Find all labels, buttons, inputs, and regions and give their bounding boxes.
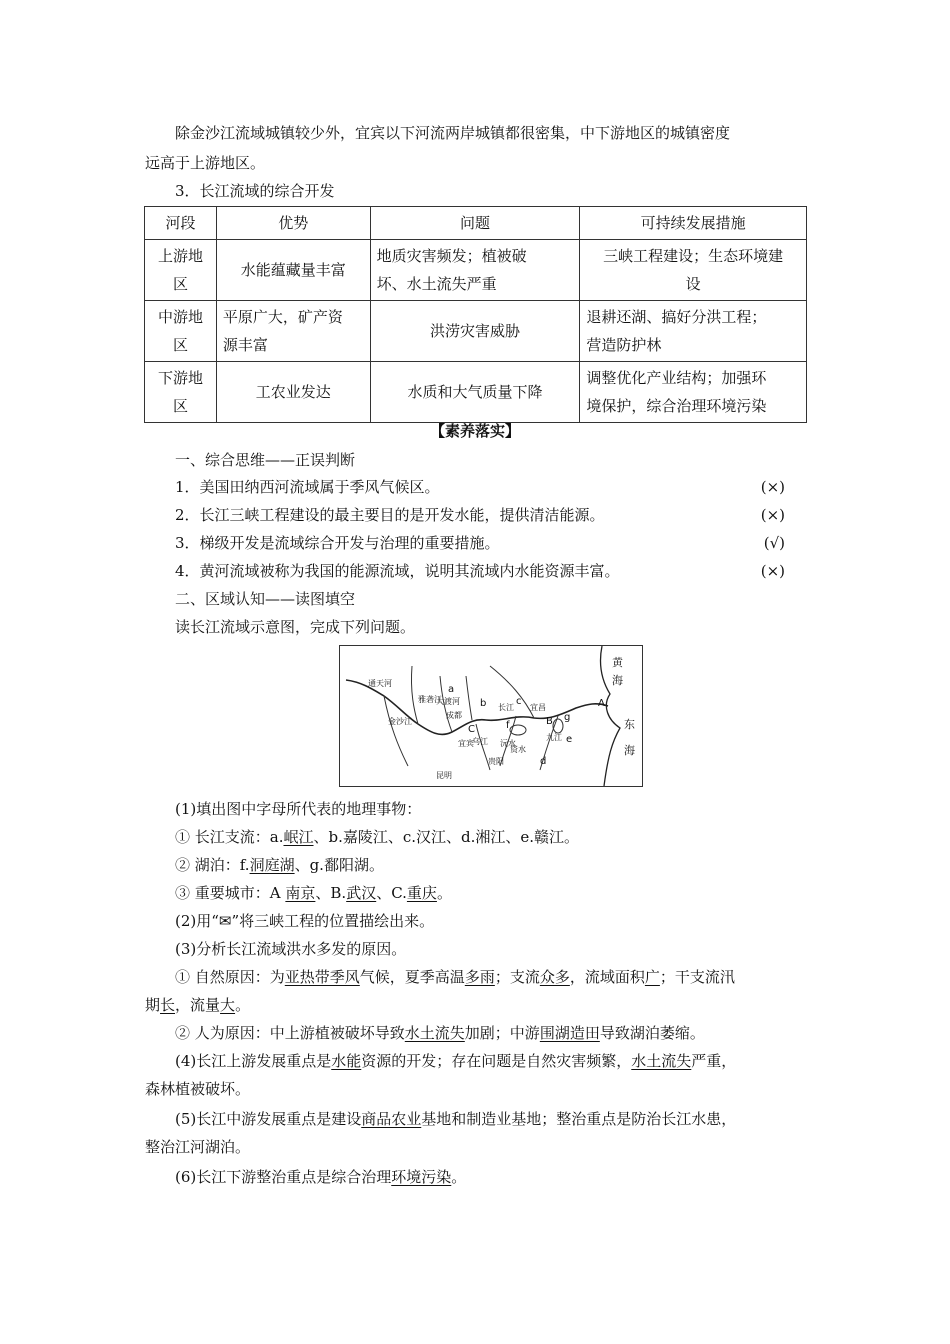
svg-text:金沙江: 金沙江 bbox=[388, 717, 412, 726]
measure-cell: 退耕还湖、搞好分洪工程； 营造防护林 bbox=[580, 301, 807, 362]
advantage-cell: 平原广大，矿产资 源丰富 bbox=[216, 301, 370, 362]
section-3-title: 3．长江流域的综合开发 bbox=[175, 182, 335, 200]
problem-cell: 洪涝灾害威胁 bbox=[370, 301, 580, 362]
segment-cell: 中游地 区 bbox=[145, 301, 217, 362]
table-row bbox=[145, 362, 807, 423]
answer-blank: 多雨 bbox=[464, 968, 495, 986]
development-table bbox=[144, 206, 807, 423]
svg-text:c: c bbox=[516, 696, 522, 707]
svg-text:宜昌: 宜昌 bbox=[530, 703, 546, 712]
judgement-mark: (×) bbox=[760, 506, 785, 524]
q6: (6)长江下游整治重点是综合治理环境污染。 bbox=[175, 1168, 467, 1186]
table-header: 河段 bbox=[145, 207, 217, 240]
answer-blank: 环境污染 bbox=[391, 1168, 452, 1186]
svg-text:C: C bbox=[468, 724, 475, 735]
yangtze-basin-map bbox=[339, 645, 643, 787]
advantage-cell: 水能蕴藏量丰富 bbox=[216, 240, 370, 301]
judgement-mark: (√) bbox=[763, 534, 785, 552]
answer-blank: 水土流失 bbox=[631, 1052, 692, 1070]
answer-blank: 众多 bbox=[539, 968, 570, 986]
judgement-item: 4．黄河流域被称为我国的能源流域，说明其流域内水能资源丰富。 (×) bbox=[175, 557, 785, 585]
intro-line-1: 除金沙江流域城镇较少外，宜宾以下河流两岸城镇都很密集，中下游地区的城镇密度 bbox=[175, 124, 731, 142]
answer-blank: 武汉 bbox=[346, 884, 377, 902]
svg-text:长江: 长江 bbox=[498, 703, 514, 712]
svg-text:乌江: 乌江 bbox=[472, 737, 488, 746]
svg-text:通天河: 通天河 bbox=[368, 679, 392, 688]
answer-blank: 南京 bbox=[285, 884, 316, 902]
q5: (5)长江中游发展重点是建设商品农业基地和制造业基地；整治重点是防治长江水患， bbox=[175, 1110, 737, 1128]
intro-line-2: 远高于上游地区。 bbox=[145, 154, 266, 172]
svg-text:f: f bbox=[506, 720, 510, 731]
table-header: 可持续发展措施 bbox=[580, 207, 807, 240]
svg-text:A: A bbox=[598, 698, 605, 709]
judgement-mark: (×) bbox=[760, 478, 785, 496]
q5-cont: 整治江河湖泊。 bbox=[145, 1138, 251, 1156]
answer-blank: 水土流失 bbox=[404, 1024, 465, 1042]
measure-cell: 调整优化产业结构；加强环 境保护，综合治理环境污染 bbox=[580, 362, 807, 423]
svg-text:雅砻江: 雅砻江 bbox=[418, 695, 442, 704]
svg-text:海: 海 bbox=[624, 744, 635, 757]
svg-text:资水: 资水 bbox=[510, 745, 526, 754]
svg-text:黄: 黄 bbox=[612, 656, 623, 669]
table-row bbox=[145, 240, 807, 301]
answer-blank: 广 bbox=[644, 968, 660, 986]
part-1-title: 一、综合思维——正误判断 bbox=[175, 451, 356, 469]
svg-text:b: b bbox=[480, 698, 487, 709]
answer-blank: 岷江 bbox=[283, 828, 314, 846]
svg-text:d: d bbox=[540, 756, 547, 767]
part-2-title: 二、区域认知——读图填空 bbox=[175, 590, 356, 608]
svg-text:昆明: 昆明 bbox=[436, 771, 452, 780]
practice-heading: 【素养落实】 bbox=[429, 422, 520, 440]
q1-lakes: ② 湖泊：f.洞庭湖、g.鄱阳湖。 bbox=[175, 856, 384, 874]
answer-blank: 大 bbox=[220, 996, 236, 1014]
svg-text:a: a bbox=[448, 684, 455, 695]
svg-text:贵阳: 贵阳 bbox=[488, 757, 504, 766]
segment-cell: 下游地 区 bbox=[145, 362, 217, 423]
answer-blank: 围湖造田 bbox=[539, 1024, 600, 1042]
q1-title: (1)填出图中字母所代表的地理事物： bbox=[175, 800, 422, 818]
answer-blank: 水能 bbox=[331, 1052, 362, 1070]
answer-blank: 重庆 bbox=[406, 884, 437, 902]
judgement-mark: (×) bbox=[760, 562, 785, 580]
read-map-instruction: 读长江流域示意图，完成下列问题。 bbox=[175, 618, 416, 636]
q4-cont: 森林植被破坏。 bbox=[145, 1080, 251, 1098]
table-header: 问题 bbox=[370, 207, 580, 240]
advantage-cell: 工农业发达 bbox=[216, 362, 370, 423]
q2: (2)用“✉”将三峡工程的位置描绘出来。 bbox=[175, 912, 435, 930]
svg-text:沅水: 沅水 bbox=[500, 739, 516, 748]
q3-human-causes: ② 人为原因：中上游植被破坏导致水土流失加剧；中游围湖造田导致湖泊萎缩。 bbox=[175, 1024, 705, 1042]
problem-cell: 水质和大气质量下降 bbox=[370, 362, 580, 423]
svg-text:海: 海 bbox=[612, 674, 623, 687]
segment-cell: 上游地 区 bbox=[145, 240, 217, 301]
svg-text:e: e bbox=[566, 734, 573, 745]
svg-text:东: 东 bbox=[624, 718, 635, 731]
q4: (4)长江上游发展重点是水能资源的开发；存在问题是自然灾害频繁，水土流失严重， bbox=[175, 1052, 737, 1070]
svg-text:B: B bbox=[546, 716, 553, 727]
table-row bbox=[145, 301, 807, 362]
judgement-item: 3．梯级开发是流域综合开发与治理的重要措施。 (√) bbox=[175, 529, 785, 557]
problem-cell: 地质灾害频发；植被破 坏、水土流失严重 bbox=[370, 240, 580, 301]
judgement-item: 1．美国田纳西河流域属于季风气候区。 (×) bbox=[175, 473, 785, 501]
svg-text:g: g bbox=[564, 712, 571, 723]
judgement-item: 2．长江三峡工程建设的最主要目的是开发水能，提供清洁能源。 (×) bbox=[175, 501, 785, 529]
svg-text:大渡河: 大渡河 bbox=[436, 697, 460, 706]
q1-tributaries: ① 长江支流：a.岷江、b.嘉陵江、c.汉江、d.湘江、e.赣江。 bbox=[175, 828, 580, 846]
svg-text:成都: 成都 bbox=[446, 711, 462, 720]
answer-blank: 商品农业 bbox=[361, 1110, 422, 1128]
answer-blank: 长 bbox=[160, 996, 176, 1014]
svg-text:宜宾: 宜宾 bbox=[458, 739, 474, 748]
answer-blank: 亚热带季风 bbox=[284, 968, 360, 986]
jialing-river bbox=[466, 676, 472, 720]
answer-blank: 洞庭湖 bbox=[249, 856, 295, 874]
q3-title: (3)分析长江流域洪水多发的原因。 bbox=[175, 940, 407, 958]
q3-natural-causes: ① 自然原因：为亚热带季风气候，夏季高温多雨；支流众多，流域面积广；干支流汛 bbox=[175, 968, 735, 986]
q1-cities: ③ 重要城市：A 南京、B.武汉、C.重庆。 bbox=[175, 884, 452, 902]
svg-text:九江: 九江 bbox=[546, 733, 562, 742]
measure-cell: 三峡工程建设；生态环境建 设 bbox=[580, 240, 807, 301]
table-header-row bbox=[145, 207, 807, 240]
q3-natural-causes-cont: 期长，流量大。 bbox=[145, 996, 251, 1014]
table-header: 优势 bbox=[216, 207, 370, 240]
